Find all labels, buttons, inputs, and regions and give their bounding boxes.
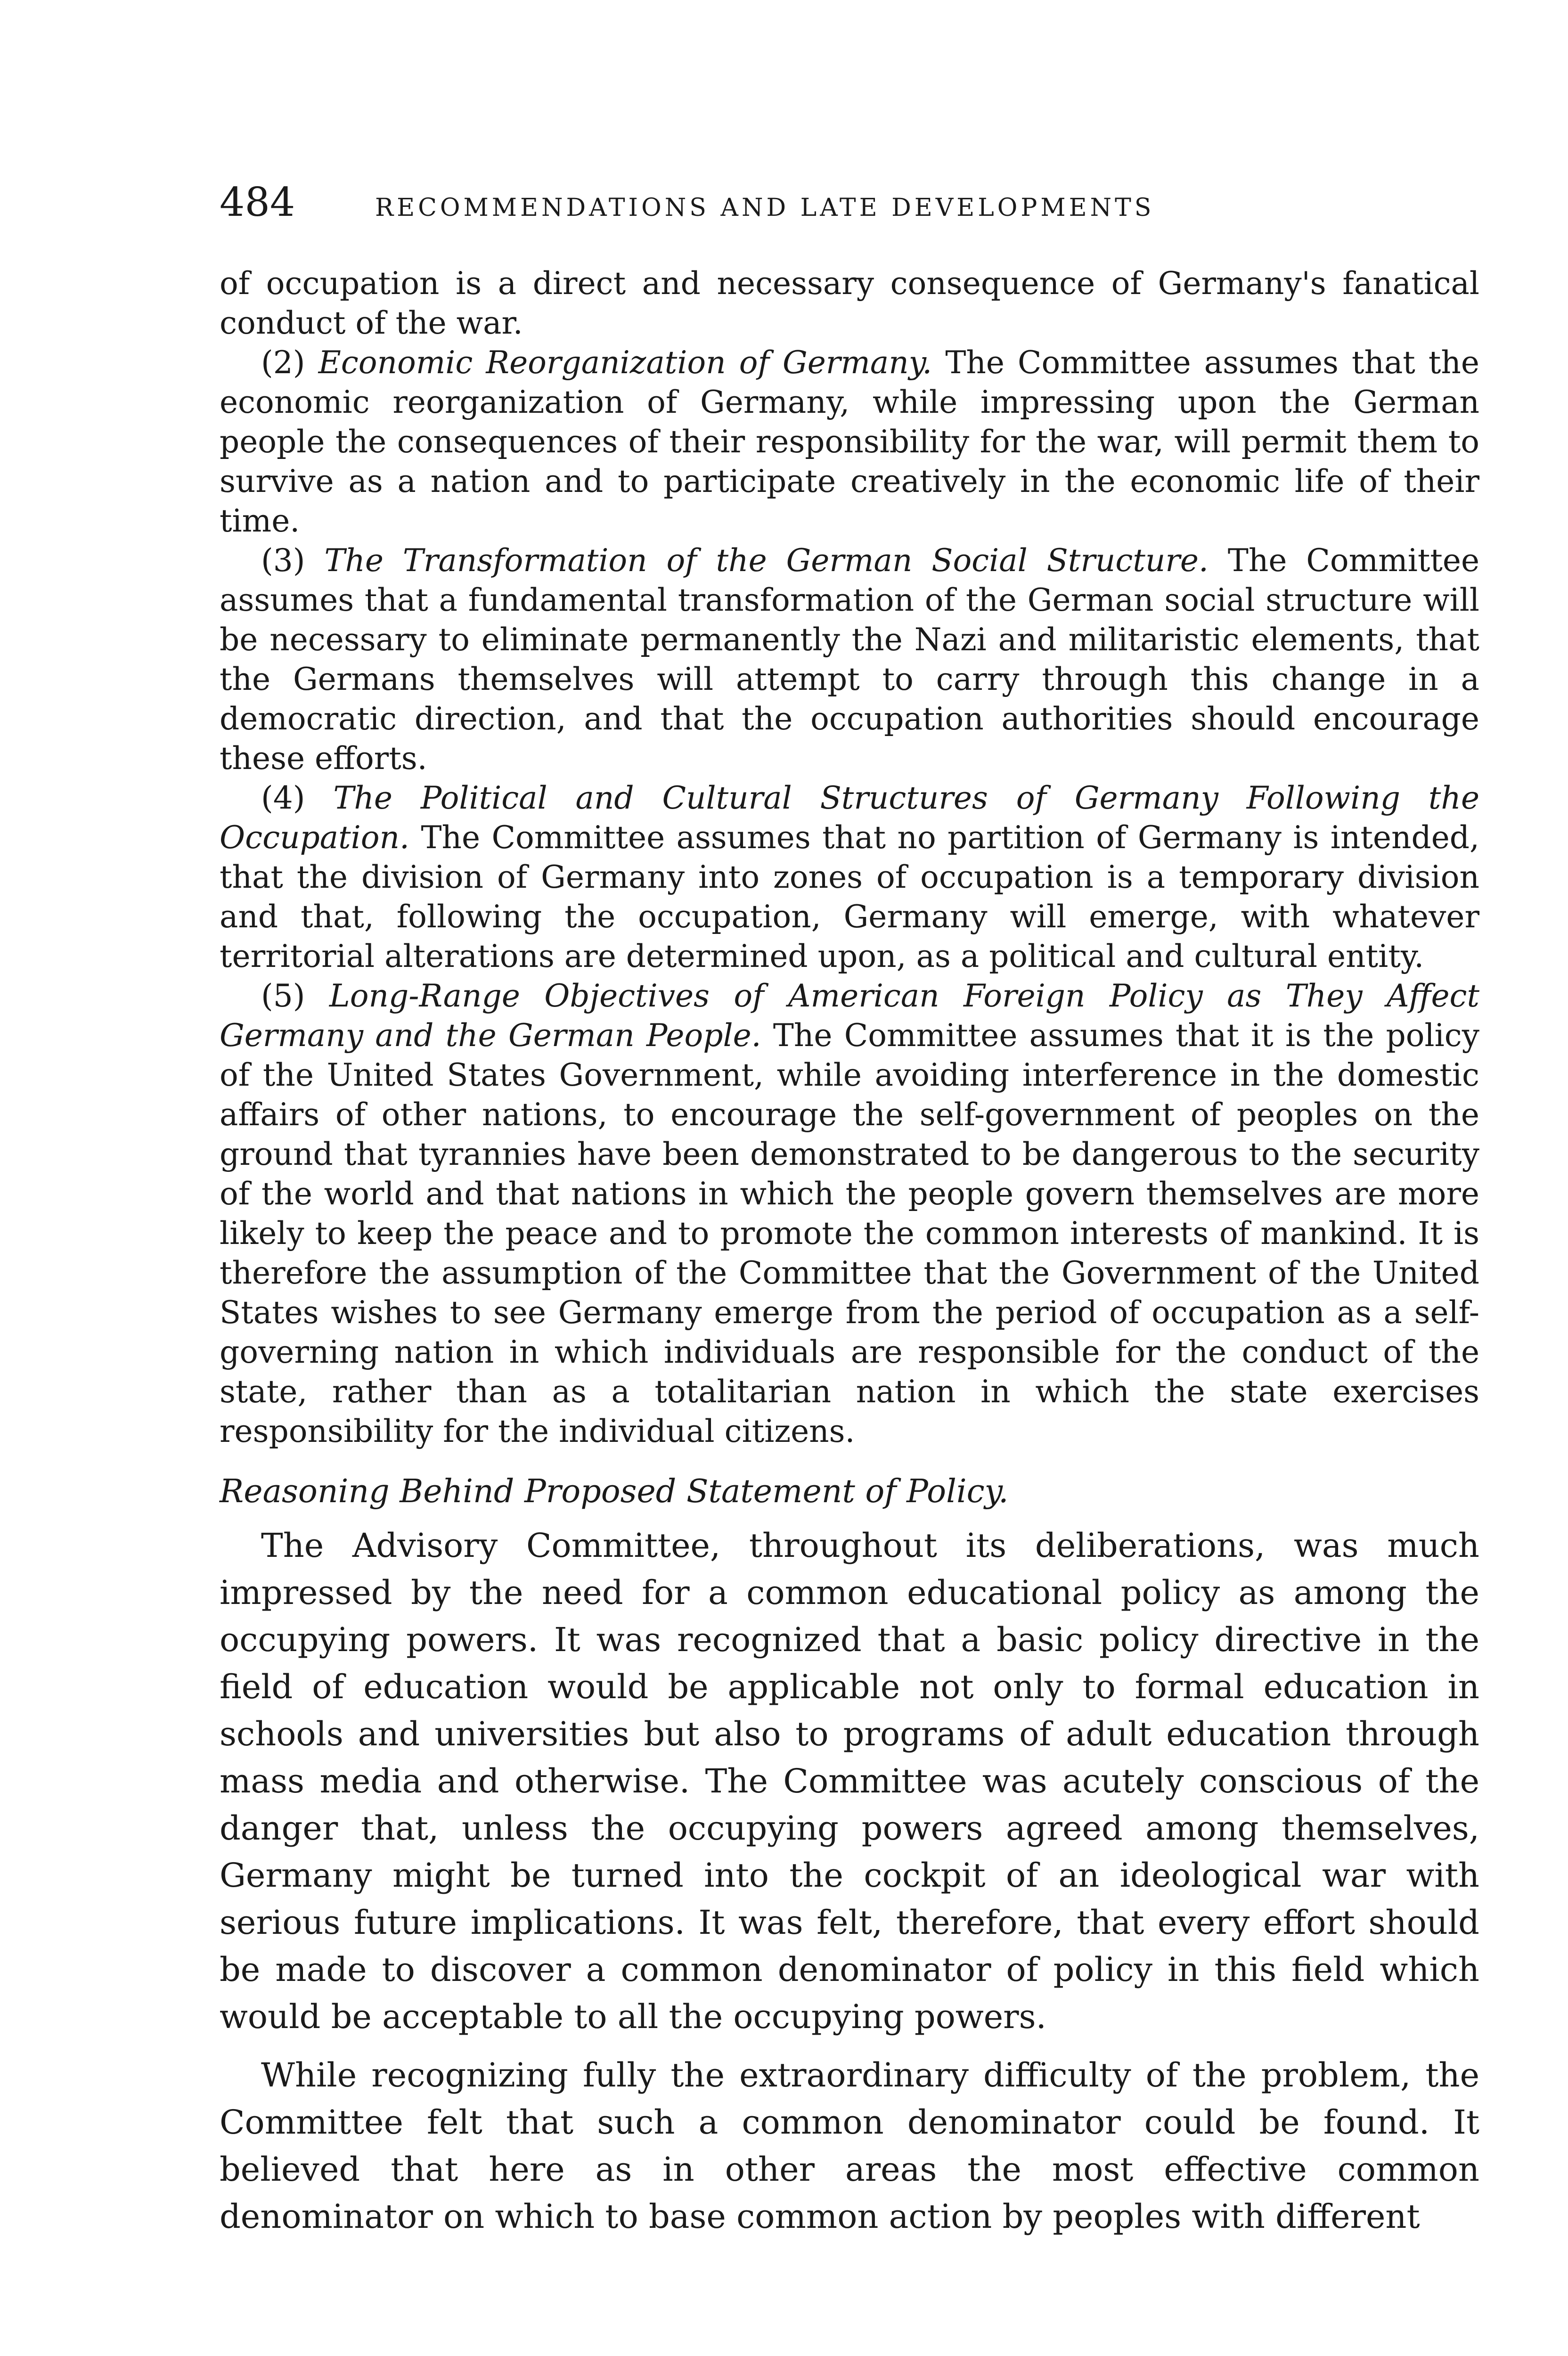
paragraph-body: The Committee assumes that a fundamental transformation of the German social structure will be necessary to eliminate permanently the Nazi and militaristic elements, that the Germans themselves will attempt to carry through this change in a democratic direction, and that the occupation authorities should encourage these efforts. [220, 542, 1480, 777]
paragraph-advisory-committee: The Advisory Committee, throughout its deliberations, was much impressed by the need for a common educational policy as among the occupying powers. It was recognized that a basic policy directive in the field of education would be applicable not only to formal education in schools and universities but also to programs of adult education through mass media and otherwise. The Committee was acutely conscious of the danger that, unless the occupying powers agreed among themselves, Germany might be turned into the cockpit of an ideological war with serious future implications. It was felt, therefore, that every effort should be made to discover a common denominator of policy in this field which would be acceptable to all the occupying powers. [220, 1526, 1479, 2036]
paragraph-foreign-policy [220, 976, 1479, 1451]
paragraph-common-denominator: While recognizing fully the extraordinary difficulty of the problem, the Committee felt that such a common denominator could be found. It believed that here as in other areas the most effective common denominator on which to base common action by peoples with different [220, 2056, 1479, 2236]
reasoning-block [220, 1522, 1479, 2240]
paragraph-body: The Committee assumes that it is the policy of the United States Government, while avoiding interference in the domestic affairs of other nations, to encourage the self-government of peoples on the ground that tyrannies have been demonstrated to be dangerous to the security of the world and that nations in which the people govern themselves are more likely to keep the peace and to promote the common interests of mankind. It is therefore the assumption of the Committee that the Government of the United States wishes to see Germany emerge from the period of occupation as a self-governing nation in which individuals are responsible for the conduct of the state, rather than as a totalitarian nation in which the state exercises responsibility for the individual citizens. [220, 1017, 1479, 1449]
running-head: RECOMMENDATIONS AND LATE DEVELOPMENTS [375, 194, 1155, 222]
paragraph-social-structure [220, 541, 1479, 778]
paragraph-title: The Political and Cultural Structures of Germany Following the Occupation. [220, 780, 1479, 856]
document-page [220, 179, 1479, 2240]
paragraph-political-cultural [220, 778, 1479, 976]
paragraph-number: (2) [261, 344, 305, 381]
assumptions-block [220, 264, 1479, 1451]
page-number: 484 [220, 179, 295, 225]
paragraph-continuation [220, 264, 1479, 343]
paragraph-title: Economic Reorganization of Germany. [318, 344, 932, 381]
paragraph-title: The Transformation of the German Social Structure. [324, 542, 1209, 579]
paragraph-title: Long-Range Objectives of American Foreign Policy as They Affect Germany and the German People. [220, 978, 1479, 1054]
paragraph-number: (5) [261, 978, 305, 1014]
paragraph-number: (4) [261, 780, 305, 816]
paragraph-body: The Committee assumes that no partition of Germany is intended, that the division of Germany into zones of occupation is a temporary division and that, following the occupation, Germany will emerge, with whatever territorial alterations are determined upon, as a political and cultural entity. [220, 819, 1480, 974]
paragraph-economic-reorganization [220, 343, 1479, 541]
paragraph-body: of occupation is a direct and necessary consequence of Germany's fanatical conduct of the war. [220, 265, 1479, 341]
paragraph-gap [220, 2040, 1479, 2052]
paragraph-body: The Committee assumes that the economic reorganization of Germany, while impressing upon the German people the consequences of their responsibility for the war, will permit them to survive as a nation and to participate creatively in the economic life of their time. [220, 344, 1479, 539]
page-header [220, 179, 1479, 231]
paragraph-number: (3) [261, 542, 305, 579]
section-heading: Reasoning Behind Proposed Statement of Policy. [220, 1473, 1009, 1510]
